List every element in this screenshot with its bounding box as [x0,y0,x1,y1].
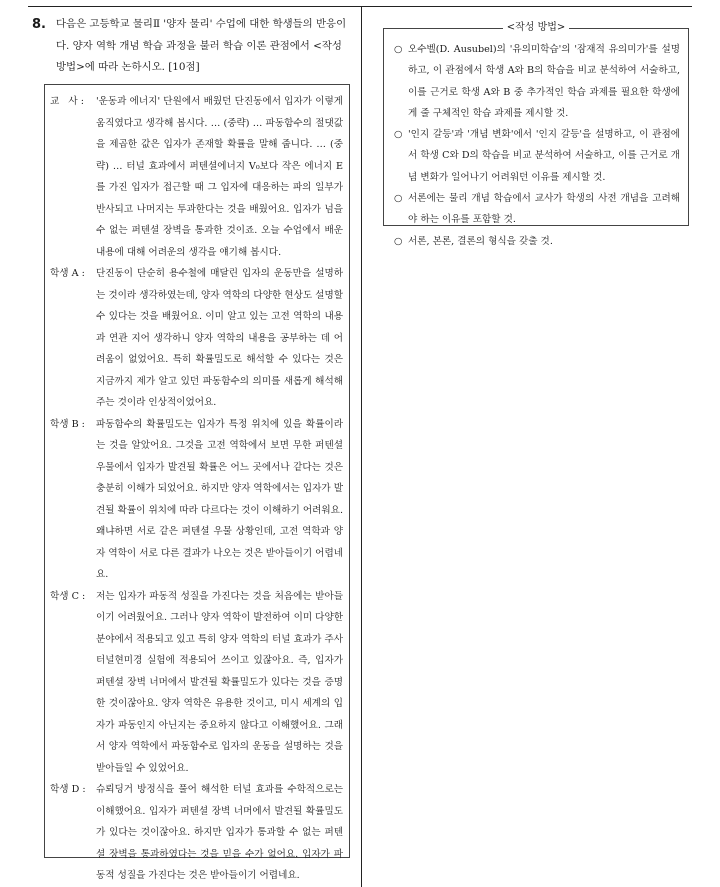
method-item [394,188,680,231]
question-block [32,14,350,79]
utterance: 저는 입자가 파동적 성질을 가진다는 것을 처음에는 받아들이기 어려웠어요. 그러나 양자 역학이 발전하여 이미 다양한 분야에서 적용되고 있고 특히 양자 역학의 터널 효과가 주사터널현미경 실험에 적용되어 쓰이고 있잖아요. 즉, 입자가 퍼텐셜 장벽 너머에서 발견될 확률밀도가 있다는 것을 증명한 것이잖아요. 양자 역학은 유용한 것이고, 미시 세계의 입자가 파동인지 아닌지는 중요하지 않다고 이해했어요. 그래서 양자 역학에서 파동함수로 입자의 운동을 설명하는 것을 받아들일 수 있었어요. [96,590,343,774]
method-item [394,124,680,188]
speaker-label: 학생 A : [50,268,85,279]
method-item-text: 오수벨(D. Ausubel)의 '유의미학습'의 '잠재적 유의미가'를 설명하고, 이 관점에서 학생 A와 B의 학습을 비교 분석하여 서술하고, 이를 근거로 학생 A와 B 중 추가적인 학습 과제를 필요한 학생에게 줄 구체적인 학습 과제를 제시할 것. [408,44,680,119]
top-rule [28,6,692,7]
dialogue-turn-teacher [50,91,343,263]
dialogue-turn-student-b [50,414,343,586]
method-item-text: 서론에는 물리 개념 학습에서 교사가 학생의 사전 개념을 고려해야 하는 이유를 포함할 것. [408,193,680,226]
question-prompt: 다음은 고등학교 물리Ⅱ '양자 물리' 수업에 대한 학생들의 반응이다. 양자 역학 개념 학습 과정을 불러 학습 이론 관점에서 <작성 방법>에 따라 논하시오. [10점] [56,18,347,73]
bullet-icon: ○ [394,44,403,55]
writing-method-box [383,22,689,247]
dialogue-box [44,84,350,881]
utterance: 슈뢰딩거 방정식을 풀어 해석한 터널 효과를 수학적으로는 이해했어요. 입자가 퍼텐셜 장벽 너머에서 발견될 확률밀도가 있다는 것이잖아요. 하지만 입자가 통과할 수 없는 퍼텐셜 장벽을 통과하였다는 것을 믿을 수가 없어요. 입자가 파동적 성질을 가진다는 것은 받아들이기 어렵네요. [96,784,343,881]
method-item-text: '인지 갈등'과 '개념 변화'에서 '인지 갈등'을 설명하고, 이 관점에서 학생 C와 D의 학습을 비교 분석하여 서술하고, 이를 근거로 개념 변화가 일어나기 어려워던 이유를 제시할 것. [408,129,680,183]
speaker-label: 학생 B : [50,418,85,430]
utterance: 단진동이 단순히 용수철에 매달린 입자의 운동만을 설명하는 것이라 생각하였는데, 양자 역학의 다양한 현상도 설명할 수 있다는 것을 배웠어요. 이미 알고 있는 고전 역학의 내용과 연관 지어 생각하니 양자 역학의 내용을 공부하는 데 어려움이 없었어요. 특히 확률밀도로 해석할 수 있다는 것은 지금까지 제가 알고 있던 파동함수의 의미를 새롭게 해석해 주는 것이라 인상적이었어요. [96,268,343,408]
question-number: 8. [32,17,46,32]
writing-method-title: <작성 방법> [384,20,688,36]
dialogue-turn-student-d [50,779,343,887]
column-divider [361,6,362,887]
method-item-text: 서론, 본론, 결론의 형식을 갖출 것. [408,235,553,247]
speaker-label: 학생 C : [50,590,86,602]
speaker-label: 교 사 : [50,96,84,107]
utterance: '운동과 에너지' 단원에서 배웠던 단진동에서 입자가 이렇게 움직였다고 생각해 봅시다. … (중략) … 파동함수의 절댓값을 제곱한 값은 입자가 존재할 확률을 말해 줍니다. … (중략) … 터널 효과에서 퍼텐셜에너지 V₀보다 작은 에너지 E를 가진 입자가 접근할 때 그 입자에 대응하는 파의 일부가 반사되고 나머지는 투과한다는 것을 배웠어요. 입자가 넘을 수 없는 퍼텐셜 장벽을 통과한 것이죠. 오늘 수업에서 배운 내용에 대해 어려운의 생각을 얘기해 봅시다. [96,96,343,258]
bullet-icon: ○ [394,193,403,205]
dialogue-turn-student-c [50,586,343,780]
method-item [394,231,680,252]
bullet-icon: ○ [394,129,403,141]
method-item [394,39,680,124]
question-header [32,14,350,79]
dialogue-turn-student-a [50,263,343,414]
bullet-icon: ○ [394,235,403,247]
utterance: 파동함수의 확률밀도는 입자가 특정 위치에 있을 확률이라는 것을 알았어요. 그것을 고전 역학에서 보면 무한 퍼텐셜 우물에서 입자가 발견될 확률은 어느 곳에서나 같다는 것은 충분히 이해가 되었어요. 하지만 양자 역학에서는 입자가 발견될 확률이 위치에 따라 다르다는 것이 이해하기 어려워요. 왜냐하면 서로 같은 퍼텐셜 우물 상황인데, 고전 역학과 양자 역학이 서로 다른 결과가 나오는 것은 받아들이기 어렵네요. [96,418,343,580]
speaker-label: 학생 D : [50,784,86,795]
